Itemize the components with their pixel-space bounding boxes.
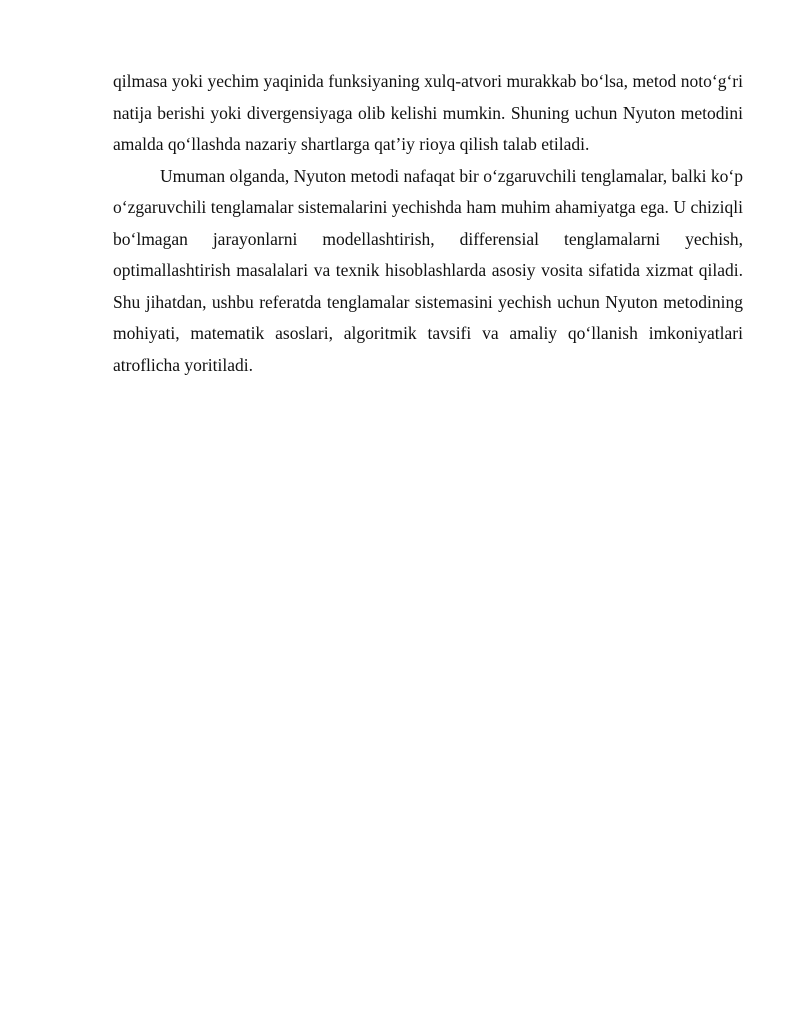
document-body: [113, 66, 743, 381]
paragraph-summary: Umuman olganda, Nyuton metodi nafaqat bir o‘zgaruvchili tenglamalar, balki ko‘p o‘zgaruvchili tenglamalar sistemalarini yechishda ham muhim ahamiyatga ega. U chiziqli bo‘lmagan jarayonlarni modellashtirish, differensial tenglamalarni yechish, optimallashtirish masalalari va texnik hisoblashlarda asosiy vosita sifatida xizmat qiladi. Shu jihatdan, ushbu referatda tenglamalar sistemasini yechish uchun Nyuton metodining mohiyati, matematik asoslari, algoritmik tavsifi va amaliy qo‘llanish imkoniyatlari atroflicha yoritiladi.: [113, 165, 743, 375]
paragraph-continuation: qilmasa yoki yechim yaqinida funksiyaning xulq-atvori murakkab bo‘lsa, metod noto‘g‘ri natija berishi yoki divergensiyaga olib kelishi mumkin. Shuning uchun Nyuton metodini amalda qo‘llashda nazariy shartlarga qat’iy rioya qilish talab etiladi.: [113, 71, 743, 154]
